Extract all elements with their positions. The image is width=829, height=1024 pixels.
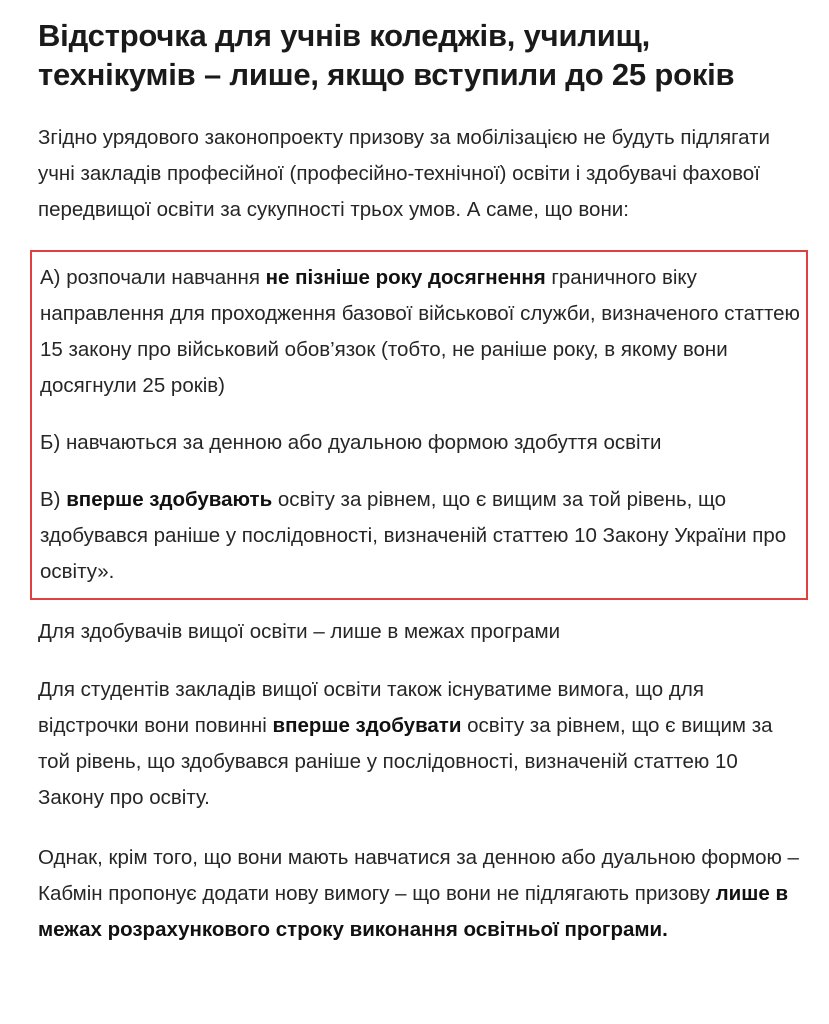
condition-c-bold: вперше здобувають <box>66 488 273 511</box>
students-paragraph <box>38 672 809 816</box>
condition-c-prefix: В) <box>40 488 67 511</box>
condition-a-bold: не пізніше року досягнення <box>265 266 546 289</box>
conditions-highlight-box <box>30 250 808 600</box>
article-title: Відстрочка для учнів коледжів, училищ, технікумів – лише, якщо вступили до 25 років <box>38 18 735 92</box>
condition-c-suffix: освіту за рівнем, що є вищим за той рівень, що здобувався раніше у послідовності, визначеній статтею 10 Закону України про освіту». <box>40 488 787 583</box>
students-prefix: Для студентів закладів вищої освіти також існуватиме вимога, що для відстрочки вони повинні <box>38 678 704 737</box>
condition-a <box>40 260 800 404</box>
final-prefix: Однак, крім того, що вони мають навчатися за денною або дуальною формою – Кабмін пропонує додати нову вимогу – що вони не підлягають призову <box>38 846 799 905</box>
condition-a-suffix: граничного віку направлення для проходження базової військової служби, визначеного статтею 15 закону про військовий обов’язок (тобто, не раніше року, в якому вони досягнули 25 років) <box>40 266 800 397</box>
higher-education-subheading: Для здобувачів вищої освіти – лише в межах програми <box>38 620 561 643</box>
students-bold: вперше здобувати <box>272 714 462 737</box>
condition-a-prefix: А) розпочали навчання <box>40 266 266 289</box>
final-bold: лише в межах розрахункового строку виконання освітньої програми. <box>38 882 789 941</box>
condition-c <box>40 482 800 590</box>
students-suffix: освіту за рівнем, що є вищим за той рівень, що здобувався раніше у послідовності, визначеній статтею 10 Закону про освіту. <box>38 714 773 809</box>
intro-paragraph: Згідно урядового законопроекту призову за мобілізацією не будуть підлягати учні закладів професійної (професійно-технічної) освіти і здобувачі фахової передвищої освіти за сукупності трьох умов. А саме, що вони: <box>38 126 770 221</box>
condition-b: Б) навчаються за денною або дуальною формою здобуття освіти <box>40 431 662 454</box>
final-paragraph <box>38 840 809 948</box>
